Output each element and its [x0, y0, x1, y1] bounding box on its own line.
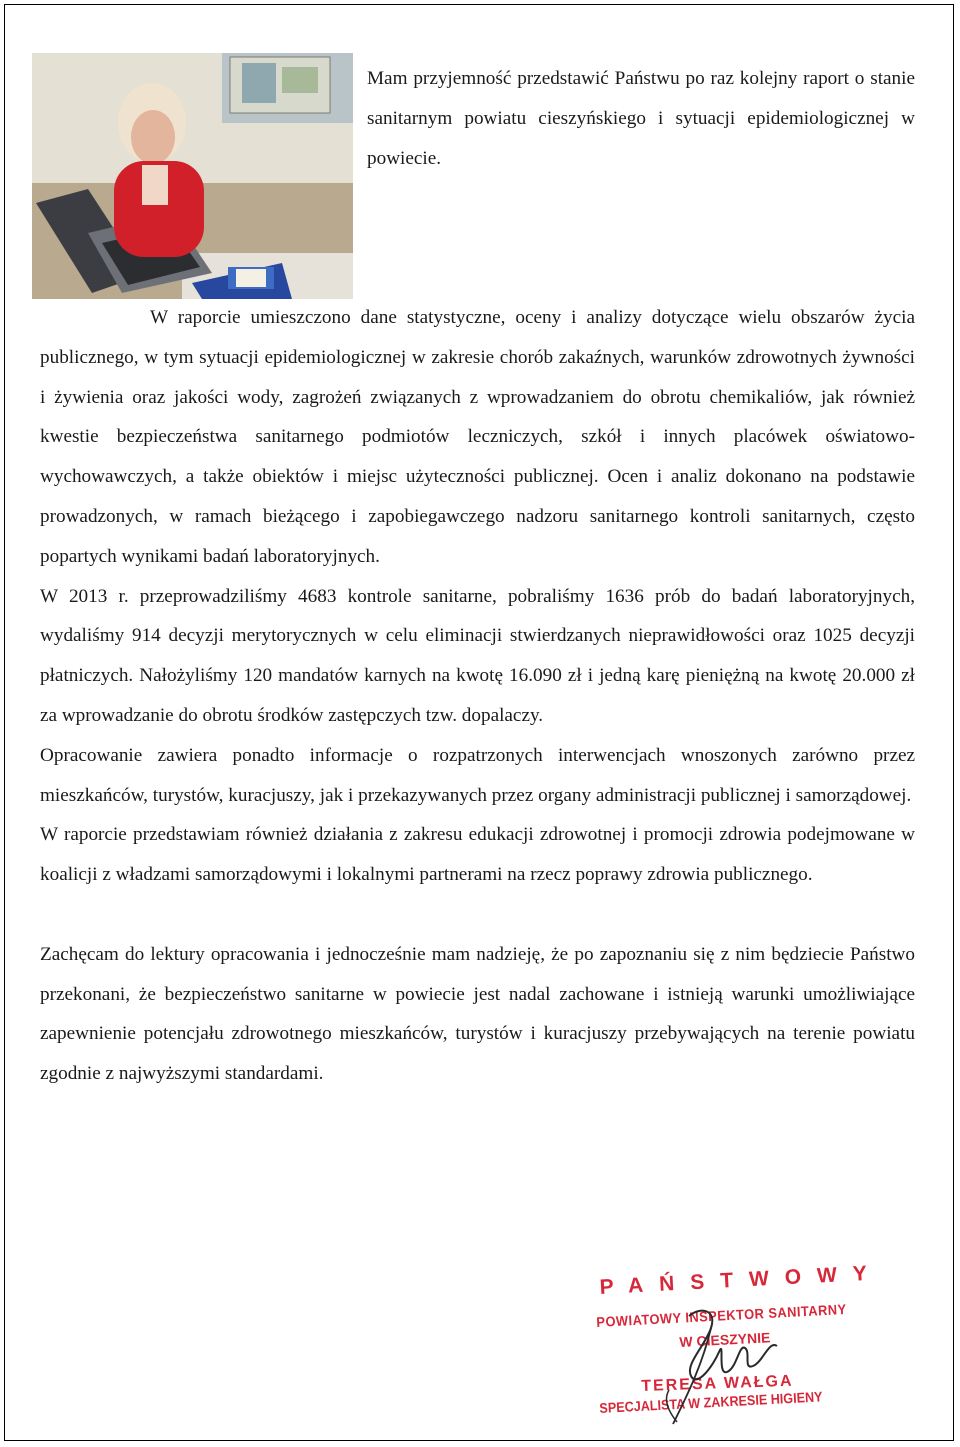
paragraph-statistics-2013: W 2013 r. przeprowadziliśmy 4683 kontrole sanitarne, pobraliśmy 1636 prób do badań laboratoryjnych, wydaliśmy 914 decyzji merytorycznych w celu eliminacji stwierdzanych nieprawidłowości oraz 1025 decyzji płatniczych. Nałożyliśmy 120 mandatów karnych na kwotę 16.090 zł i jedną karę pieniężną na kwotę 20.000 zł za wprowadzanie do obrotu środków zastępczych tzw. dopalaczy.	[40, 585, 915, 726]
paragraph-interventions: Opracowanie zawiera ponadto informacje o rozpatrzonych interwencjach wnoszonych zarówno przez mieszkańców, turystów, kuracjuszy, jak i przekazywanych przez organy administracji publicznej i samorządowej.	[40, 744, 915, 806]
stamp-line-inspector: POWIATOWY INSPEKTOR SANITARNY	[596, 1300, 847, 1330]
paragraph-closing: Zachęcam do lektury opracowania i jednocześnie mam nadzieję, że po zapoznaniu się z nim będziecie Państwo przekonani, że bezpieczeństwo sanitarne w powiecie jest nadal zachowane i istnieją warunki umożliwiające zapewnienie potencjału zdrowotnego mieszkańców, turystów i kuracjuszy przebywających na terenie powiatu zgodnie z najwyższymi standardami.	[40, 943, 915, 1085]
paragraph-health-education: W raporcie przedstawiam również działania z zakresu edukacji zdrowotnej i promocji zdrowia podejmowane w koalicji z władzami samorządowymi i lokalnymi partnerami na rzecz poprawy zdrowia publicznego.	[40, 824, 915, 886]
handwritten-signature	[593, 1272, 873, 1432]
stamp-line-name: TERESA WAŁGA	[641, 1372, 794, 1395]
author-photo-illustration	[32, 53, 353, 299]
stamp-line-title: SPECJALISTA W ZAKRESIE HIGIENY	[599, 1388, 823, 1416]
author-photo	[32, 53, 353, 299]
stamp-line-city: W CIESZYNIE	[679, 1329, 771, 1350]
intro-paragraph: Mam przyjemność przedstawić Państwu po raz kolejny raport o stanie sanitarnym powiatu cieszyńskiego i sytuacji epidemiologicznej w powiecie.	[367, 68, 915, 169]
official-stamp	[593, 1261, 884, 1432]
stamp-line-panstwowy: PAŃSTWOWY	[599, 1261, 884, 1299]
paragraph-spacer	[40, 895, 915, 935]
letter-body	[40, 298, 915, 1094]
paragraph-report-contents: W raporcie umieszczono dane statystyczne, oceny i analizy dotyczące wielu obszarów życia publicznego, w tym sytuacji epidemiologicznej w zakresie chorób zakaźnych, warunków zdrowotnych żywności i żywienia oraz jakości wody, zagrożeń związanych z wprowadzaniem do obrotu chemikaliów, jak również kwestie bezpieczeństwa sanitarnego podmiotów leczniczych, szkół i innych placówek oświatowo-wychowawczych, a także obiektów i miejsc użyteczności publicznej. Ocen i analiz dokonano na podstawie prowadzonych, w ramach bieżącego i zapobiegawczego nadzoru sanitarnego kontroli sanitarnych, często popartych wynikami badań laboratoryjnych.	[40, 307, 915, 567]
